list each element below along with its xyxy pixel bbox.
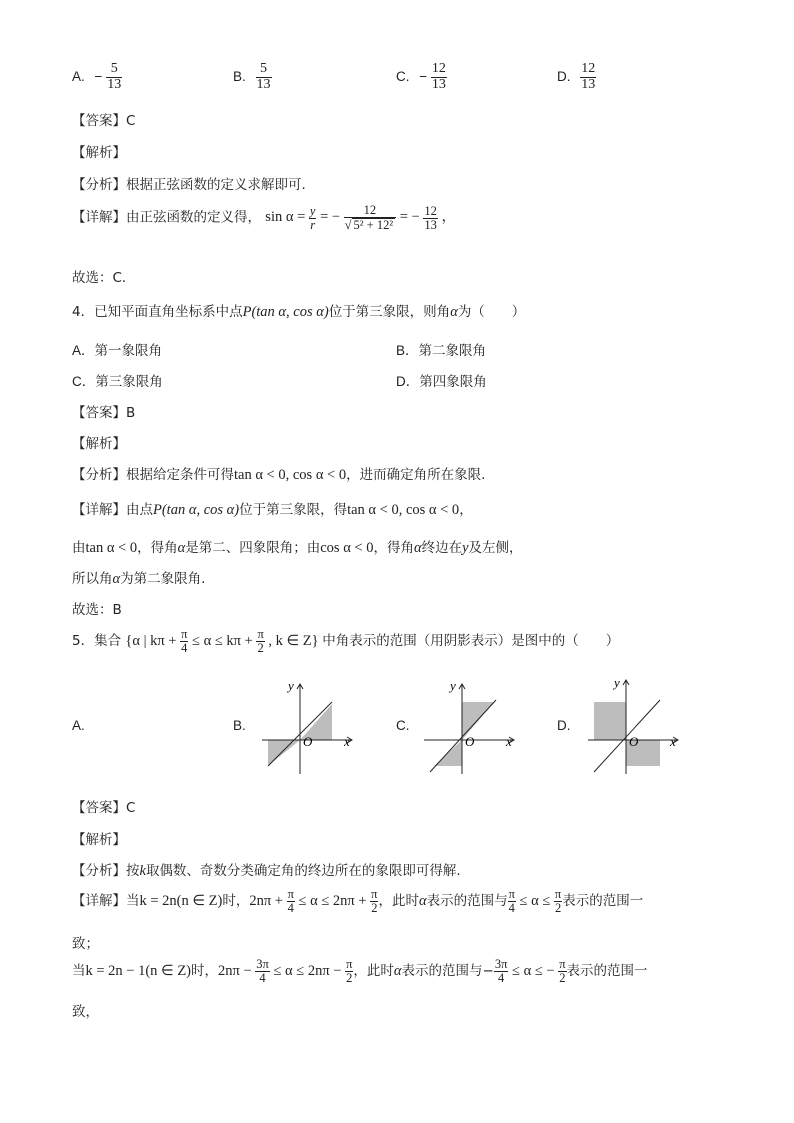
q5-stem: 5．集合 {α | kπ + $\frac{\pi}{4}$ ≤ α ≤ kπ + $\frac{\pi}{2}$ , k ∈ Z} 中角表示的范围（用阴影表示）是图中的（ ）	[72, 627, 620, 656]
q5-graph-c-x-label: x	[506, 734, 512, 749]
q5-set-expression: {α | kπ + $\frac{\pi}{4}$ ≤ α ≤ kπ + $\frac{\pi}{2}$ , k ∈ Z}	[125, 627, 319, 656]
q3-option-a-fraction: $\frac{5}{13}$	[107, 61, 122, 92]
q3-option-d-fraction: $\frac{12}{13}$	[581, 61, 596, 92]
q5-detail-line2: 当k = 2n − 1(n ∈ Z)时，2nπ − $\frac{3\pi}{4}$ ≤ α ≤ 2nπ − $\frac{\pi}{2}$ ，此时α表示的范围与− $\frac{3\pi}{4}$ ≤ α ≤ − $\frac{\pi}{2}$ 表示的范围一	[72, 957, 648, 986]
q5-graph-b-shade-2	[268, 740, 300, 766]
q3-conclusion: 故选：C．	[72, 270, 136, 286]
q4-answer: 【答案】B	[72, 405, 136, 421]
q5-graph-b-origin: O	[303, 734, 313, 749]
q5-option-d-label: D.	[557, 718, 571, 733]
q5-graph-c	[420, 676, 520, 776]
q4-detail-line2: 由tan α < 0，得角α是第二、四象限角；由cos α < 0，得角α终边在y及左侧，	[72, 540, 523, 556]
q3-detail-text: 【详解】由正弦函数的定义得，	[72, 209, 261, 226]
q5-option-c-label: C.	[396, 718, 410, 733]
q5-graph-c-y-label: y	[450, 678, 456, 693]
q3-option-a: A. − $\frac{5}{13}$	[72, 61, 122, 92]
q5-graph-b-x-label: x	[344, 734, 350, 749]
q4-conclusion: 故选：B	[72, 602, 122, 618]
q5-option-b-label: B.	[233, 718, 246, 733]
q5-graph-d-y-label: y	[614, 676, 620, 690]
q3-option-d: D. $\frac{12}{13}$	[557, 61, 596, 92]
q4-option-b: B．第二象限角	[396, 343, 487, 358]
q5-graph-b-y-label: y	[288, 678, 294, 693]
q3-detail	[72, 204, 456, 232]
q5-detail-line1-cont: 致；	[72, 936, 99, 952]
q3-answer: 【答案】C	[72, 113, 136, 129]
q4-option-d: D．第四象限角	[396, 374, 487, 389]
q5-answer: 【答案】C	[72, 800, 136, 816]
q4-detail-line3: 所以角α为第二象限角.	[72, 571, 206, 587]
q4-analysis-heading: 【解析】	[72, 436, 126, 452]
q5-analysis: 【分析】按k取偶数、奇数分类确定角的终边所在的象限即可得解.	[72, 863, 461, 879]
q4-detail-line1: 【详解】由点P(tan α, cos α)位于第三象限，得tan α < 0, cos α < 0，	[72, 502, 473, 518]
q4-option-a: A．第一象限角	[72, 343, 163, 358]
q4-analysis: 【分析】根据给定条件可得tan α < 0, cos α < 0，进而确定角所在象限.	[72, 467, 486, 483]
q4-option-c: C．第三象限角	[72, 374, 163, 389]
q3-option-c: C. − $\frac{12}{13}$	[396, 61, 446, 92]
q5-analysis-heading: 【解析】	[72, 832, 126, 848]
q5-graph-d-shade-1	[594, 702, 626, 740]
q5-graph-b	[258, 676, 358, 776]
q5-graph-c-origin: O	[465, 734, 475, 749]
q3-analysis: 【分析】根据正弦函数的定义求解即可．	[72, 177, 315, 193]
q5-graph-d	[584, 676, 684, 776]
q3-option-b: B. $\frac{5}{13}$	[233, 61, 271, 92]
q5-option-a-label: A.	[72, 718, 85, 733]
q3-option-b-fraction: $\frac{5}{13}$	[256, 61, 271, 92]
q5-detail-line1: 【详解】当k = 2n(n ∈ Z)时，2nπ + $\frac{\pi}{4}$ ≤ α ≤ 2nπ + $\frac{\pi}{2}$ ，此时α表示的范围与 $\frac{\pi}{4}$ ≤ α ≤ $\frac{\pi}{2}$ 表示的范围一	[72, 887, 644, 916]
q3-option-c-fraction: $\frac{12}{13}$	[431, 61, 446, 92]
q5-graph-d-origin: O	[629, 734, 639, 749]
q5-graph-d-x-label: x	[670, 734, 676, 749]
q3-analysis-heading: 【解析】	[72, 145, 126, 161]
q4-stem: 4．已知平面直角坐标系中点P(tan α, cos α)位于第三象限，则角α为（ ）	[72, 304, 526, 320]
q3-detail-formula: sin α = $\frac{y}{r}$ = − $\frac{12}{\text{√ 5² + 12²}}$ = − $\frac{12}{13}$ ，	[265, 203, 456, 233]
q5-detail-line2-cont: 致，	[72, 1004, 99, 1020]
